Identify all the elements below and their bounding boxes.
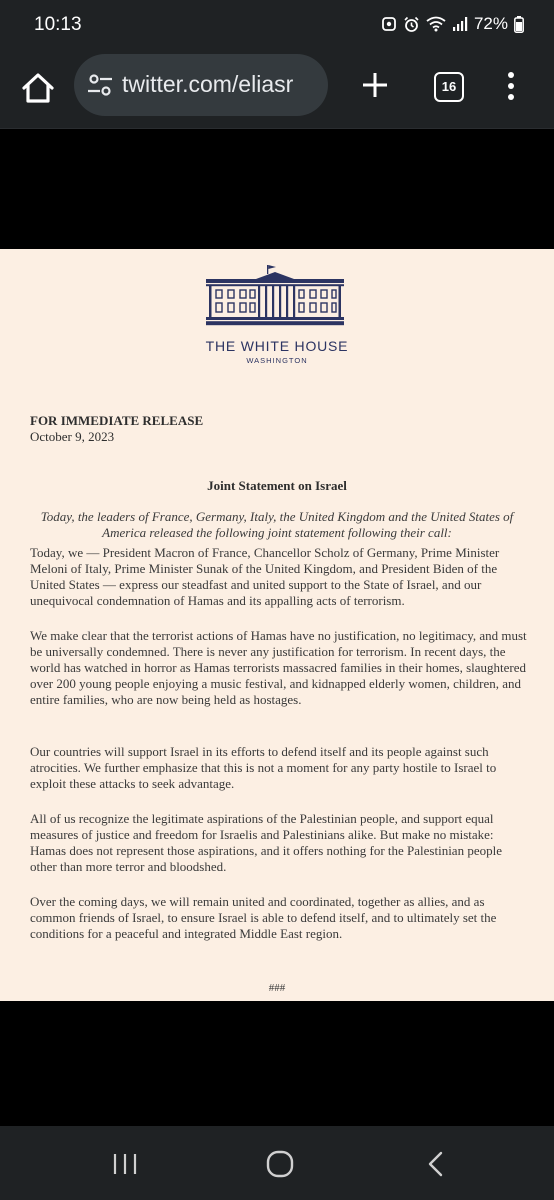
- statement-title: Joint Statement on Israel: [207, 478, 347, 493]
- plus-icon[interactable]: [360, 70, 390, 100]
- site-settings-icon[interactable]: [86, 71, 114, 99]
- statement-intro: Today, the leaders of France, Germany, Italy, the United Kingdom and the United States of America released the following joint statement following their call:: [40, 509, 514, 540]
- white-house-logo-icon: [206, 263, 344, 333]
- statement-paragraph: Over the coming days, we will remain united and coordinated, together as allies, and as common friends of Israel, to ensure Israel is able to defend itself, and to ultimately set the conditions for a peaceful and integrated Middle East region.: [30, 894, 497, 941]
- home-circle-icon[interactable]: [266, 1150, 294, 1178]
- toolbar-divider: [0, 128, 554, 129]
- statement-paragraph: All of us recognize the legitimate aspirations of the Palestinian people, and support equal measures of justice and freedom for Israelis and Palestinians alike. But make no mistake: Hamas does not represent those aspirations, and it offers nothing for the Palestinian people other than more terror and bloodshed.: [30, 811, 502, 874]
- back-chevron-icon[interactable]: [426, 1150, 446, 1178]
- address-bar[interactable]: [74, 54, 328, 116]
- release-label: FOR IMMEDIATE RELEASE: [30, 413, 204, 428]
- logo-subtitle: WASHINGTON: [246, 356, 308, 365]
- statement-paragraph: We make clear that the terrorist actions of Hamas have no justification, no legitimacy, and must be universally condemned. There is never any justification for terrorism. In recent days, the world has watched in horror as Hamas terrorists massacred families in their homes, slaughtered over 200 young people enjoying a music festival, and kidnapped elderly women, children, and entire families, who are now being held as hostages.: [30, 628, 527, 707]
- url-text[interactable]: twitter.com/eliasr: [122, 71, 294, 97]
- status-icons: [381, 14, 524, 34]
- notification-icon: [381, 16, 397, 32]
- end-mark: ###: [268, 982, 286, 994]
- battery-icon: [514, 16, 524, 33]
- logo-name: THE WHITE HOUSE: [205, 338, 349, 354]
- more-vert-icon[interactable]: [498, 70, 524, 102]
- statement-image[interactable]: [0, 249, 554, 1001]
- statement-paragraph: Today, we — President Macron of France, Chancellor Scholz of Germany, Prime Minister Meloni of Italy, Prime Minister Sunak of the United Kingdom, and President Biden of the United States — express our steadfast and united support to the State of Israel, and our unequivocal condemnation of Hamas and its appalling acts of terrorism.: [30, 545, 500, 608]
- battery-percent: 72%: [473, 14, 508, 33]
- status-time: 10:13: [34, 14, 82, 35]
- navigation-bar: [0, 1126, 554, 1200]
- recent-apps-icon[interactable]: [112, 1152, 138, 1176]
- release-date: October 9, 2023: [30, 429, 115, 444]
- tabs-icon[interactable]: 16: [434, 72, 464, 102]
- alarm-icon: [403, 16, 420, 33]
- status-bar: [0, 0, 554, 52]
- wifi-icon: [426, 16, 446, 32]
- signal-icon: [452, 16, 468, 32]
- statement-paragraph: Our countries will support Israel in its efforts to defend itself and its people against such atrocities. We further emphasize that this is not a moment for any party hostile to Israel to exploit these attacks to seek advantage.: [30, 744, 497, 791]
- home-icon[interactable]: [18, 68, 58, 108]
- browser-toolbar: [0, 52, 554, 128]
